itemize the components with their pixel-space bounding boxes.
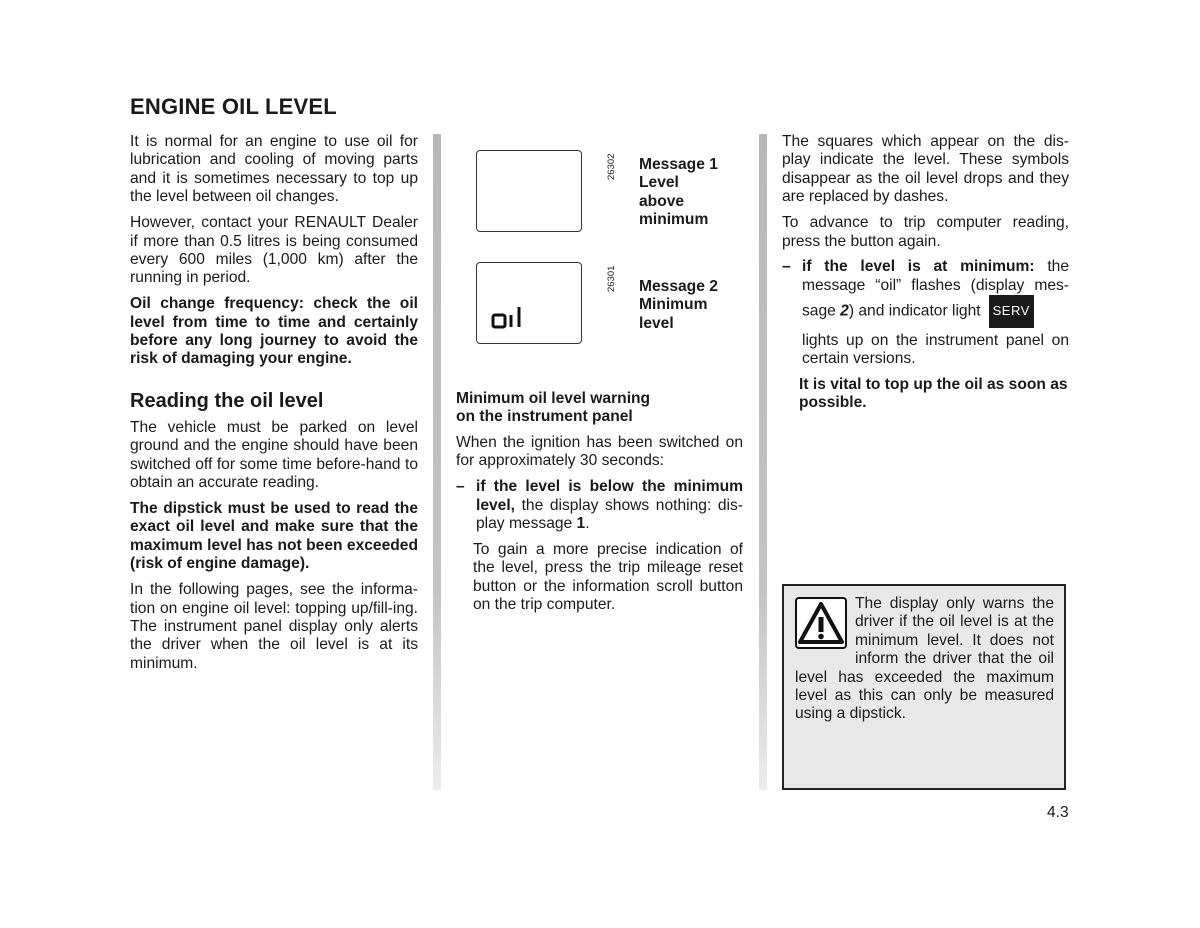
dipstick-paragraph: The dipstick must be used to read the exact oil level and make sure that the maximum level has not been exceeded (risk of engine damage). [130, 500, 418, 573]
right-column [782, 133, 1069, 420]
message-1-caption [639, 156, 718, 230]
lights-up-paragraph: lights up on the instrument panel on certain versions. [802, 331, 1069, 368]
column-divider-right [759, 134, 767, 790]
bullet-end: . [585, 514, 590, 532]
heading-line: on the instrument panel [456, 408, 633, 426]
below-minimum-bullet [456, 478, 743, 533]
figure-code-2: 26301 [606, 265, 617, 292]
section-heading-reading: Reading the oil level [130, 389, 324, 412]
warning-box [782, 584, 1066, 790]
lcd-display-message-2 [476, 262, 582, 344]
ignition-paragraph: When the ignition has been switched on for approximately 30 seconds: [456, 433, 743, 470]
page-title: ENGINE OIL LEVEL [130, 94, 337, 119]
precise-indication-paragraph: To gain a more precise indication of the level, press the trip mileage reset button or the information scroll button on the trip computer. [473, 540, 743, 614]
intro-paragraph: It is normal for an engine to use oil for lubrication and cooling of moving parts and it is sometimes necessary to top up the level between oil changes. [130, 133, 418, 206]
message-2-caption [639, 278, 718, 333]
message-2-line: level [639, 314, 674, 332]
warning-triangle-icon [795, 597, 847, 649]
at-minimum-bullet [782, 258, 1069, 327]
serv-indicator-icon: SERV [989, 295, 1034, 327]
page-number: 4.3 [1047, 804, 1069, 821]
message-2-title: Message 2 [639, 278, 718, 295]
vital-paragraph: It is vital to top up the oil as soon as possible. [799, 375, 1068, 412]
message-2-line: Minimum [639, 296, 708, 314]
dash-marker: – [782, 258, 791, 276]
lcd-display-message-1 [476, 150, 582, 232]
bullet-bold: if the level is below the minimum level, [476, 478, 743, 514]
heading-line: Minimum oil level warning [456, 390, 651, 407]
middle-column [456, 390, 743, 622]
column-divider-left [433, 134, 441, 790]
bullet-text [476, 478, 743, 533]
message-number: 2 [840, 302, 849, 320]
squares-paragraph: The squares which appear on the dis-play indicate the level. These symbols disappear as the oil level drops and they are replaced by dashes. [782, 133, 1069, 206]
warning-text: The display only warns the driver if the oil level is at the minimum level. It does not inform the driver that the oil level has exceeded the maximum level as this can only be measured using a dipstick. [795, 595, 1054, 723]
dash-marker: – [456, 478, 465, 496]
bullet-bold: if the level is at minimum: [802, 258, 1035, 276]
message-1-line: above [639, 192, 685, 210]
following-pages-paragraph: In the following pages, see the informa-tion on engine oil level: topping up/fill-ing. The instrument panel display only alerts the driver when the oil level is at its minimum. [130, 581, 418, 672]
message-1-line: minimum [639, 211, 709, 229]
bullet-body: the message “oil” flashes (display mes-sage [802, 258, 1069, 320]
message-1-line: Level [639, 174, 679, 192]
dealer-paragraph: However, contact your RENAULT Dealer if more than 0.5 litres is being consumed every 600 miles (1,000 km) after the running in period. [130, 214, 418, 287]
advance-paragraph: To advance to trip computer reading, press the button again. [782, 214, 1069, 250]
parking-paragraph: The vehicle must be parked on level ground and the engine should have been switched off for some time before-hand to obtain an accurate reading. [130, 418, 418, 492]
message-number: 1 [576, 514, 586, 532]
minimum-warning-heading [456, 390, 743, 427]
message-1-title: Message 1 [639, 156, 718, 173]
oil-change-frequency: Oil change frequency: check the oil level from time to time and certainly before any long journey to avoid the risk of damaging your engine. [130, 295, 418, 368]
figure-code-1: 26302 [606, 153, 617, 180]
bullet-text [802, 258, 1069, 327]
oil-lcd-segments [477, 263, 581, 343]
left-column [130, 133, 418, 681]
bullet-body: the display shows nothing: dis-play message [476, 496, 743, 532]
bullet-body: ) and indicator light [848, 302, 981, 320]
